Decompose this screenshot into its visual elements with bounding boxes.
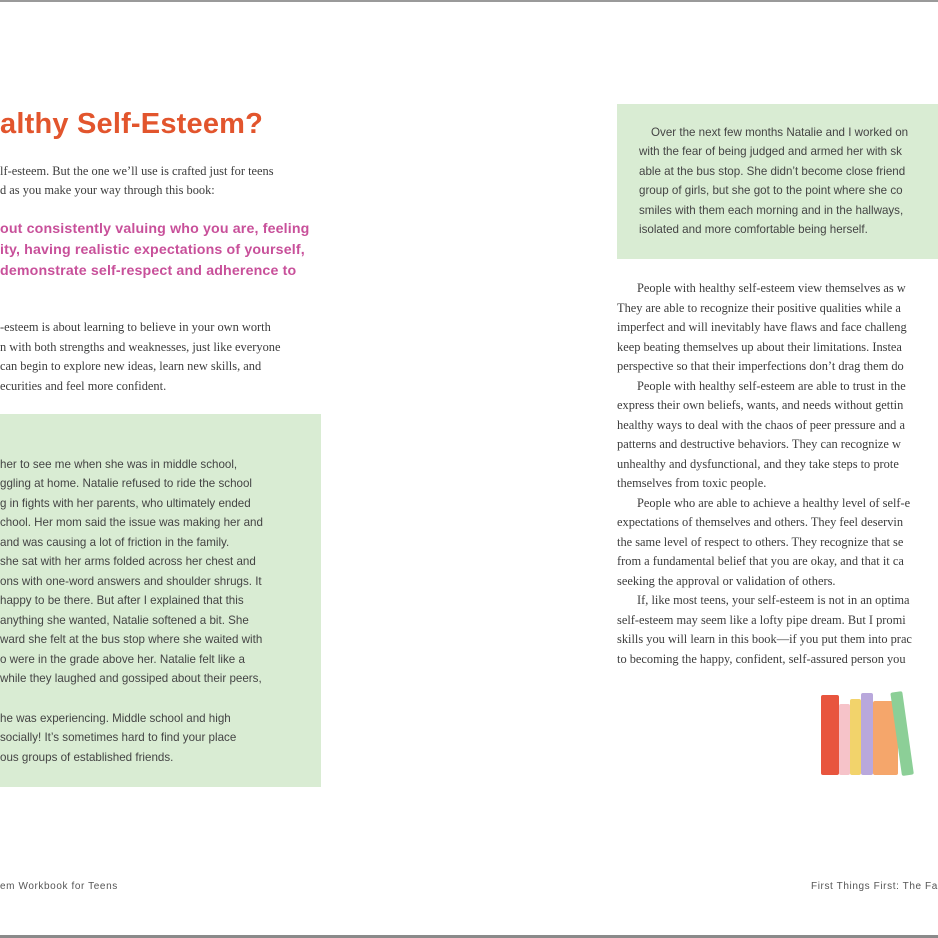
body-line: They are able to recognize their positive qualities while a [617,301,901,315]
intro-line: lf-esteem. But the one we’ll use is crafted just for teens [0,164,274,178]
book-spine [821,695,839,775]
right-footer: First Things First: The Fa [811,881,938,892]
story-line: her to see me when she was in middle school, [0,458,238,471]
body-line: expectations of themselves and others. They feel deservin [617,515,904,529]
body-line: unhealthy and dysfunctional, and they take steps to prote [617,457,899,471]
body-line: n with both strengths and weaknesses, just like everyone [0,340,281,354]
story-line: ons with one-word answers and shoulder shrugs. It [0,575,262,588]
top-border [0,0,938,2]
body-line: themselves from toxic people. [617,476,767,490]
body-line: skills you will learn in this book—if you put them into prac [617,632,912,646]
story-line: isolated and more comfortable being herself. [639,223,868,236]
story-line: group of girls, but she got to the point where she co [639,184,903,197]
body-line: patterns and destructive behaviors. They can recognize w [617,437,901,451]
body-line: the same level of respect to others. They recognize that se [617,535,904,549]
body-line: to becoming the happy, confident, self-assured person you [617,652,906,666]
body-line: People with healthy self-esteem view themselves as w [637,281,906,295]
book-spine [861,693,873,775]
body-line: People with healthy self-esteem are able to trust in the [637,379,906,393]
book-spine [839,704,850,775]
body-line: express their own beliefs, wants, and needs without gettin [617,398,904,412]
story-line: chool. Her mom said the issue was making her and [0,516,263,529]
body-line: from a fundamental belief that you are okay, and that it ca [617,554,904,568]
page-title: althy Self-Esteem? [0,108,264,140]
story-line: o were in the grade above her. Natalie felt like a [0,653,245,666]
books-icon [818,690,928,780]
story-line: Over the next few months Natalie and I worked on [651,126,909,139]
definition-line: out consistently valuing who you are, feeling [0,221,310,237]
definition-line: demonstrate self-respect and adherence to [0,263,297,279]
body-line: self-esteem may seem like a lofty pipe dream. But I promi [617,613,906,627]
story-line: he was experiencing. Middle school and high [0,712,231,725]
story-line: anything she wanted, Natalie softened a bit. She [0,614,249,627]
story-line: with the fear of being judged and armed her with sk [639,145,902,158]
story-line: ward she felt at the bus stop where she waited with [0,633,263,646]
body-line: keep beating themselves up about their limitations. Instea [617,340,902,354]
body-line: imperfect and will inevitably have flaws and face challeng [617,320,907,334]
body-line: can begin to explore new ideas, learn new skills, and [0,359,262,373]
definition-line: ity, having realistic expectations of yourself, [0,242,305,258]
story-line: happy to be there. But after I explained that this [0,594,244,607]
story-line: smiles with them each morning and in the hallways, [639,204,904,217]
story-line: ous groups of established friends. [0,751,174,764]
body-line: healthy ways to deal with the chaos of peer pressure and a [617,418,905,432]
story-line: g in fights with her parents, who ultimately ended [0,497,251,510]
story-line: ggling at home. Natalie refused to ride the school [0,477,252,490]
left-footer: em Workbook for Teens [0,881,118,892]
story-line: and was causing a lot of friction in the family. [0,536,230,549]
story-line: she sat with her arms folded across her chest and [0,555,256,568]
body-line: perspective so that their imperfections don’t drag them do [617,359,904,373]
book-spine [850,699,861,775]
story-line: socially! It’s sometimes hard to find your place [0,731,237,744]
body-line: People who are able to achieve a healthy level of self-e [637,496,911,510]
body-line: seeking the approval or validation of others. [617,574,836,588]
body-line: -esteem is about learning to believe in your own worth [0,320,271,334]
story-line: able at the bus stop. She didn’t become close friend [639,165,906,178]
body-line: If, like most teens, your self-esteem is not in an optima [637,593,910,607]
story-line: while they laughed and gossiped about their peers, [0,672,262,685]
body-line: ecurities and feel more confident. [0,379,167,393]
intro-line: d as you make your way through this book: [0,183,215,197]
